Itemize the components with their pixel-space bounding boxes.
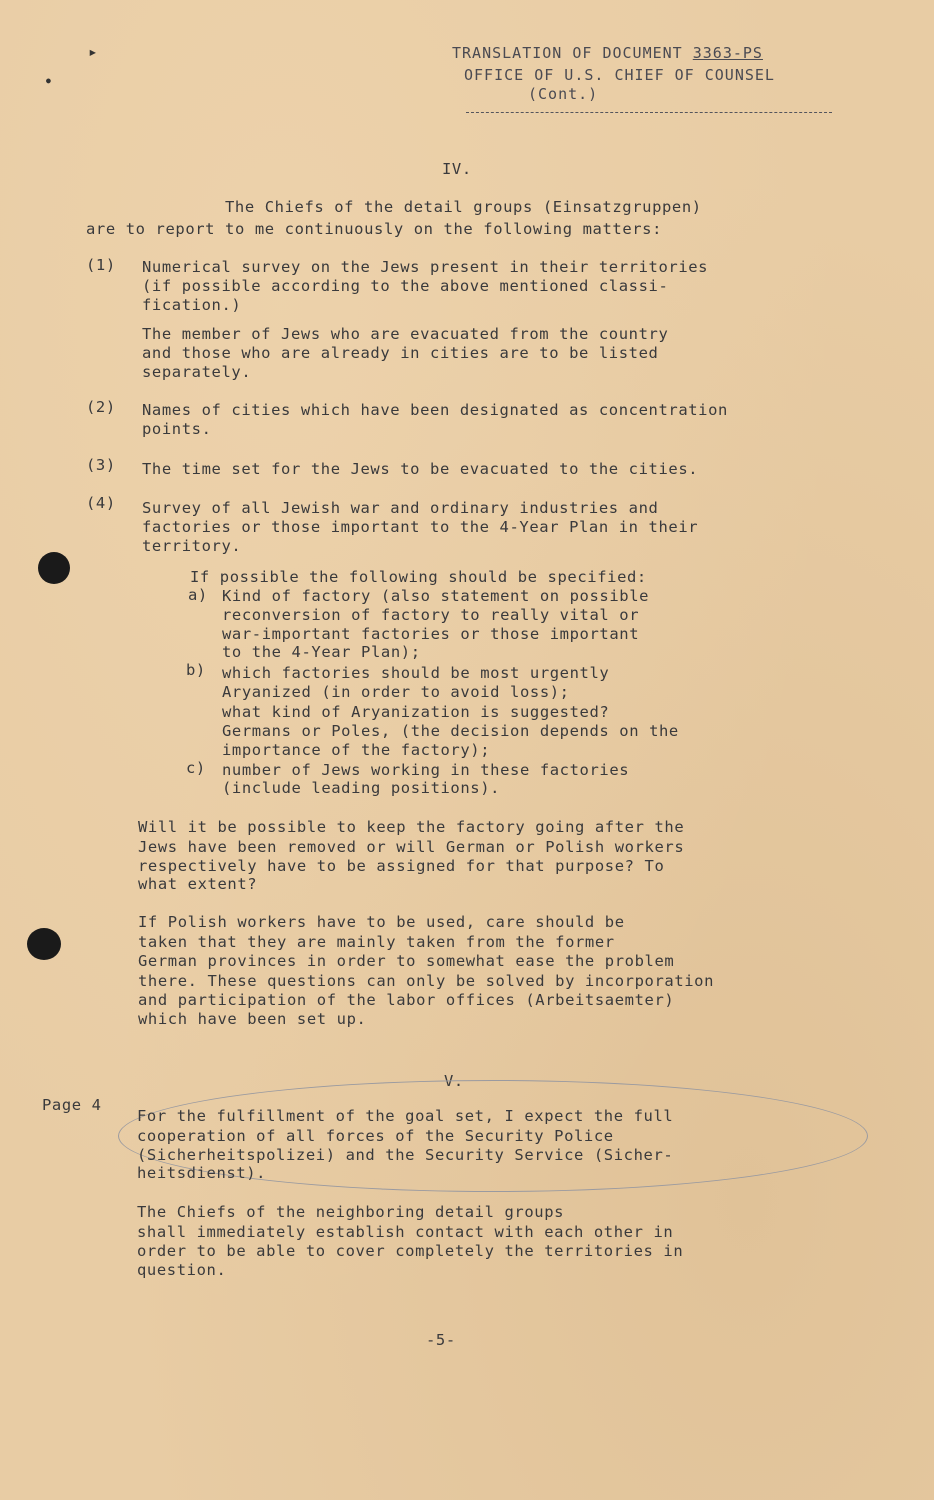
punch-hole-icon: [27, 928, 61, 960]
para-chiefs-line-4: question.: [137, 1261, 227, 1279]
para-polish-line-5: and participation of the labor offices (Arbeitsaemter): [138, 991, 675, 1009]
sub-a-line-3: war-important factories or those important: [222, 625, 640, 643]
margin-note: Page 4: [42, 1096, 102, 1114]
item-1-line-3: fication.): [142, 296, 242, 314]
header-line-2: OFFICE OF U.S. CHIEF OF COUNSEL: [464, 66, 775, 84]
sub-item-label: b): [186, 661, 206, 679]
item-number: (3): [86, 456, 116, 474]
sub-b-line-5: importance of the factory);: [222, 741, 491, 759]
para-fulfillment-line-2: cooperation of all forces of the Security Police: [137, 1127, 614, 1145]
para-polish-line-3: German provinces in order to somewhat ease the problem: [138, 952, 675, 970]
sub-b-line-1: which factories should be most urgently: [222, 664, 610, 682]
para-keep-line-4: what extent?: [138, 875, 258, 893]
sub-a-line-4: to the 4-Year Plan);: [222, 643, 421, 661]
para-polish-line-6: which have been set up.: [138, 1010, 367, 1028]
item-4-line-1: Survey of all Jewish war and ordinary industries and: [142, 499, 659, 517]
para-fulfillment-line-3: (Sicherheitspolizei) and the Security Service (Sicher-: [137, 1146, 674, 1164]
item-1b-line-2: and those who are already in cities are to be listed: [142, 344, 659, 362]
para-polish-line-2: taken that they are mainly taken from the former: [138, 933, 615, 951]
para-fulfillment-line-1: For the fulfillment of the goal set, I expect the full: [137, 1107, 674, 1125]
header-dashed-rule: [466, 112, 832, 113]
item-number: (4): [86, 494, 116, 512]
para-polish-line-1: If Polish workers have to be used, care should be: [138, 913, 625, 931]
item-number: (1): [86, 256, 116, 274]
sub-a-line-2: reconversion of factory to really vital or: [222, 606, 640, 624]
item-number: (2): [86, 398, 116, 416]
sub-b-line-3: what kind of Aryanization is suggested?: [222, 703, 610, 721]
sub-b-line-4: Germans or Poles, (the decision depends on the: [222, 722, 679, 740]
section-iv-heading: IV.: [442, 160, 472, 178]
sub-item-label: a): [188, 586, 208, 604]
item-1b-line-1: The member of Jews who are evacuated from the country: [142, 325, 669, 343]
item-2-line-1: Names of cities which have been designated as concentration: [142, 401, 728, 419]
item-3-line-1: The time set for the Jews to be evacuated to the cities.: [142, 460, 699, 478]
item-1-line-1: Numerical survey on the Jews present in their territories: [142, 258, 709, 276]
para-fulfillment-line-4: heitsdienst).: [137, 1164, 267, 1182]
header-line-3: (Cont.): [528, 85, 599, 103]
document-number: 3363-PS: [692, 44, 763, 62]
intro-line-2: are to report to me continuously on the following matters:: [86, 220, 663, 238]
item-1-line-2: (if possible according to the above mentioned classi-: [142, 277, 669, 295]
punch-hole-icon: [38, 552, 70, 584]
sub-c-line-1: number of Jews working in these factories: [222, 761, 630, 779]
para-chiefs-line-1: The Chiefs of the neighboring detail groups: [137, 1203, 565, 1221]
item-4-line-3: territory.: [142, 537, 242, 555]
sub-b-line-2: Aryanized (in order to avoid loss);: [222, 683, 570, 701]
item-1b-line-3: separately.: [142, 363, 252, 381]
para-keep-line-2: Jews have been removed or will German or Polish workers: [138, 838, 685, 856]
item-2-line-2: points.: [142, 420, 212, 438]
para-chiefs-line-3: order to be able to cover completely the territories in: [137, 1242, 684, 1260]
para-keep-line-1: Will it be possible to keep the factory going after the: [138, 818, 685, 836]
section-v-heading: V.: [444, 1072, 464, 1090]
para-polish-line-4: there. These questions can only be solved by incorporation: [138, 972, 715, 990]
intro-line-1: The Chiefs of the detail groups (Einsatzgruppen): [225, 198, 702, 216]
para-keep-line-3: respectively have to be assigned for that purpose? To: [138, 857, 665, 875]
stray-dot-icon: ●: [46, 76, 51, 85]
page-number: -5-: [426, 1331, 456, 1349]
stray-mark-icon: ▸: [88, 42, 98, 61]
sub-a-line-1: Kind of factory (also statement on possible: [222, 587, 650, 605]
header-line-1: TRANSLATION OF DOCUMENT 3363-PS: [452, 44, 763, 62]
sub-c-line-2: (include leading positions).: [222, 779, 501, 797]
specify-intro: If possible the following should be specified:: [190, 568, 647, 586]
para-chiefs-line-2: shall immediately establish contact with each other in: [137, 1223, 674, 1241]
item-4-line-2: factories or those important to the 4-Year Plan in their: [142, 518, 699, 536]
sub-item-label: c): [186, 759, 206, 777]
